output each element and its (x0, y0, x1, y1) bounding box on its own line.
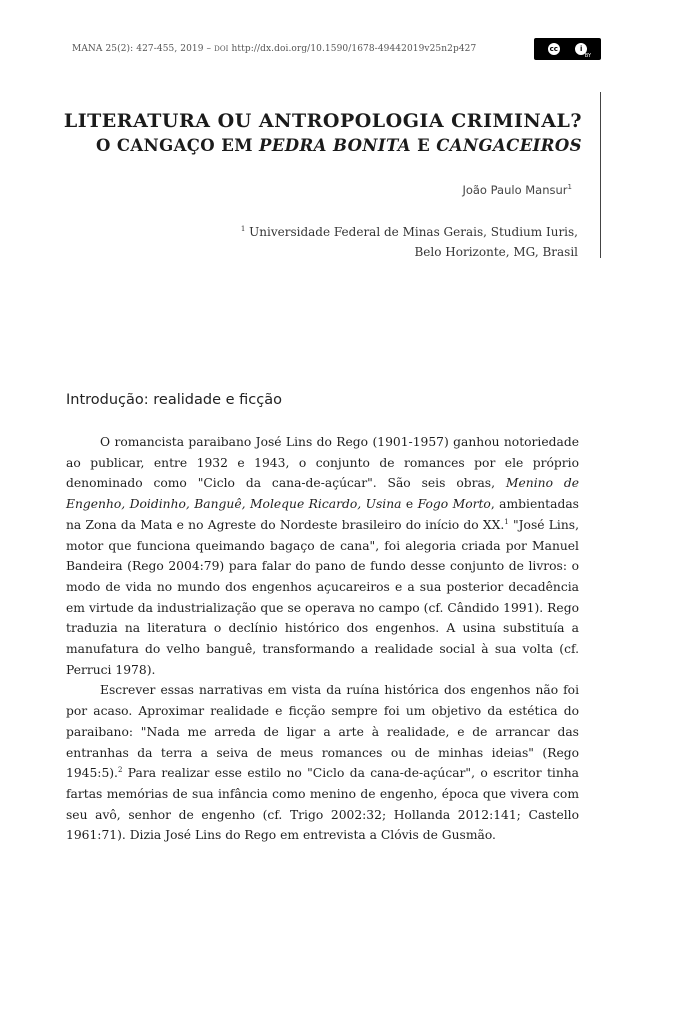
footnote-marker[interactable]: 2 (117, 766, 123, 775)
paragraph-1 (66, 432, 579, 680)
paragraph-2 (66, 680, 579, 846)
text-run: Para realizar esse estilo no "Ciclo da cana-de-açúcar", o escritor tinha fartas memórias de sua infância como menino de engenho, época que vivera com seu avô, senhor de engenho (cf. Trigo 2002:32; Hollanda 2012:141; Castello 1961:71). Dizia José Lins do Rego em entrevista a Clóvis de Gusmão. (66, 766, 579, 843)
journal-citation: MANA 25(2): 427-455, 2019 – (72, 44, 212, 54)
text-run: "José Lins, motor que funciona queimando bagaço de cana", foi alegoria criada por Manuel Bandeira (Rego 2004:79) para falar do pano de fundo desse conjunto de livros: o modo de vida no mundo dos engenhos açucareiros e a sua posterior decadência em virtude da industrialização que se operava no campo (cf. Cândido 1991). Rego traduzia na literatura o declínio histórico dos engenhos. A usina substituía a manufatura do velho banguê, transformando a realidade social à sua volta (cf. Perruci 1978). (66, 517, 579, 677)
subtitle-part: O CANGAÇO EM (95, 136, 260, 155)
italic-run: Fogo Morto (417, 497, 491, 512)
doi-link[interactable]: http://dx.doi.org/10.1590/1678-49442019v25n2p427 (231, 44, 477, 54)
author-name (0, 183, 572, 197)
footnote-marker[interactable]: 1 (504, 517, 509, 526)
article-subtitle (0, 136, 582, 155)
by-label: BY (584, 53, 591, 59)
author-footnote-marker: 1 (567, 183, 572, 192)
affiliation-line-1 (0, 219, 578, 242)
text-run: O romancista paraibano José Lins do Rego (1901-1957) ganhou notoriedade ao publicar, entre 1932 e 1943, o conjunto de romances por ele próprio denominado como "Ciclo da cana-de-açúcar". São seis obras, (66, 435, 579, 491)
affiliation-line-2: Belo Horizonte, MG, Brasil (414, 245, 578, 259)
affiliation (0, 219, 578, 262)
subtitle-part: E (410, 136, 437, 155)
text-run: e (401, 497, 418, 512)
article-body (66, 432, 579, 846)
affiliation-text: Universidade Federal de Minas Gerais, Studium Iuris, (245, 225, 578, 239)
cc-by-license-badge[interactable] (534, 38, 601, 60)
title-rule (600, 92, 601, 258)
running-header (72, 44, 476, 54)
doi-label: DOI (214, 45, 229, 53)
subtitle-work-title: CANGACEIROS (436, 136, 582, 155)
attribution-icon: i (574, 42, 588, 56)
text-run: , ambientadas na Zona da Mata e no Agreste do Nordeste brasileiro do início do XX. (66, 497, 579, 532)
subtitle-work-title: PEDRA BONITA (259, 136, 411, 155)
author-text: João Paulo Mansur (462, 183, 568, 197)
article-title: LITERATURA OU ANTROPOLOGIA CRIMINAL? (63, 110, 582, 132)
affiliation-marker: 1 (240, 225, 246, 233)
text-run: Escrever essas narrativas em vista da ruína histórica dos engenhos não foi por acaso. Aproximar realidade e ficção sempre foi um objetivo da estética do paraibano: "Nada me arreda de ligar a arte à realidade, e de arrancar das entranhas da terra a seiva de meus romances ou de minhas ideias" (Rego 1945:5). (66, 683, 579, 781)
cc-icon: cc (547, 42, 561, 56)
italic-run: Menino de Engenho, Doidinho, Banguê, Moleque Ricardo, Usina (66, 476, 580, 512)
section-heading: Introdução: realidade e ficção (66, 392, 282, 408)
